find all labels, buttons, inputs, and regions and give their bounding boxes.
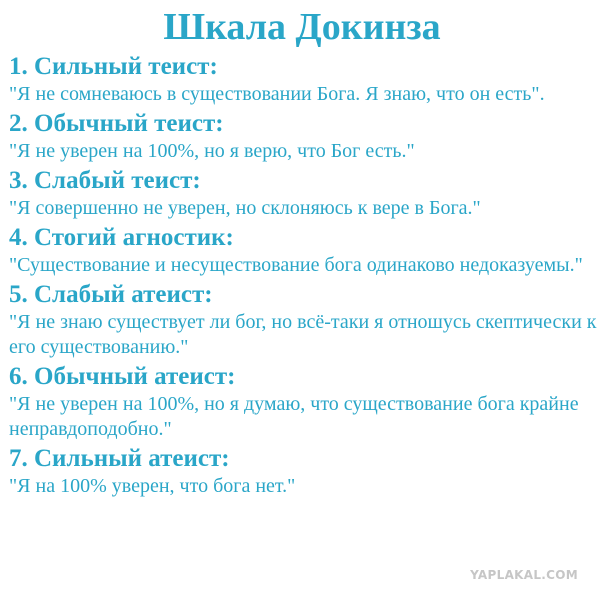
list-item — [9, 362, 601, 442]
list-item — [9, 444, 601, 499]
item-quote: "Я не уверен на 100%, но я верю, что Бог есть." — [9, 140, 415, 162]
item-heading: 1. Сильный теист: — [9, 53, 218, 80]
item-heading: 6. Обычный атеист: — [9, 363, 236, 390]
item-quote: "Я не знаю существует ли бог, но всё-таки я отношусь скептически к его существованию." — [9, 311, 597, 358]
item-heading: 4. Стогий агностик: — [9, 224, 234, 251]
list-item — [9, 223, 601, 278]
item-heading: 7. Сильный атеист: — [9, 445, 230, 472]
item-quote: "Я на 100% уверен, что бога нет." — [9, 475, 296, 497]
list-item — [9, 109, 601, 164]
item-quote: "Я не сомневаюсь в существовании Бога. Я знаю, что он есть". — [9, 83, 545, 105]
item-heading: 5. Слабый атеист: — [9, 281, 213, 308]
item-quote: "Существование и несуществование бога одинаково недоказуемы." — [9, 254, 583, 276]
list-item — [9, 166, 601, 221]
page-title: Шкала Докинза — [163, 6, 441, 48]
list-item — [9, 52, 601, 107]
scale-list — [9, 52, 601, 501]
item-quote: "Я не уверен на 100%, но я думаю, что существование бога крайне неправдоподобно." — [9, 393, 579, 440]
item-heading: 2. Обычный теист: — [9, 110, 224, 137]
list-item — [9, 280, 601, 360]
watermark-text: YAPLAKAL.COM — [470, 568, 578, 582]
item-heading: 3. Слабый теист: — [9, 167, 201, 194]
item-quote: "Я совершенно не уверен, но склоняюсь к вере в Бога." — [9, 197, 481, 219]
